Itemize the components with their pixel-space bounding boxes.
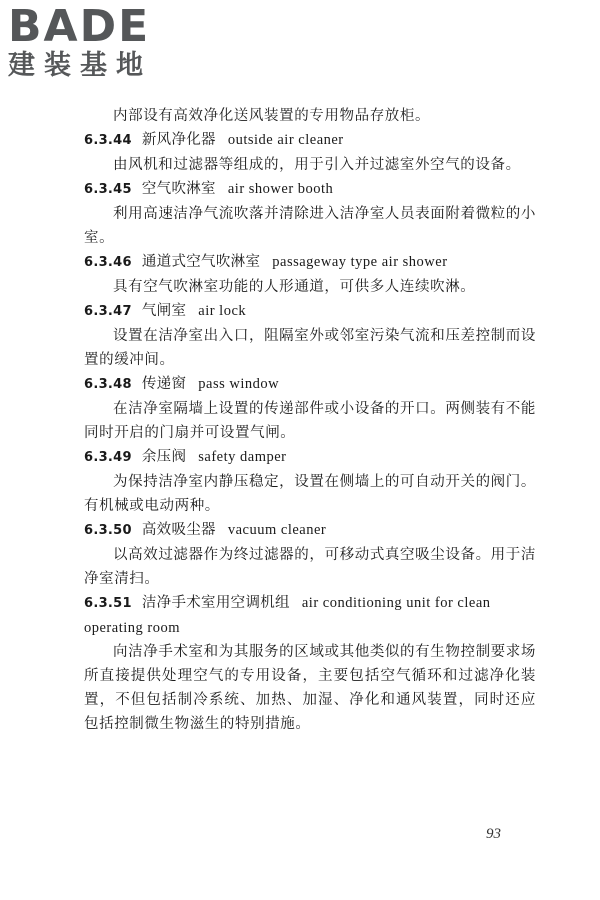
term-definition: 设置在洁净室出入口，阻隔室外或邻室污染气流和压差控制而设置的缓冲间。 — [84, 328, 536, 368]
term-number: 6.3.49 — [84, 450, 132, 465]
term-chinese: 传递窗 — [141, 376, 187, 392]
term-definition: 向洁净手术室和为其服务的区域或其他类似的有生物控制要求场所直接提供处理空气的专用设备，主要包括空气循环和过滤净化装置，不但包括制冷系统、加热、加湿、净化和通风装置，同时还应包括控制微生物滋生的特别措施。 — [84, 644, 536, 732]
term-number: 6.3.44 — [84, 133, 132, 148]
term-english: safety damper — [198, 449, 287, 465]
term-number: 6.3.48 — [84, 377, 132, 392]
term-definition: 在洁净室隔墙上设置的传递部件或小设备的开口。两侧装有不能同时开启的门扇并可设置气闸。 — [84, 401, 536, 441]
term-definition: 以高效过滤器作为终过滤器的，可移动式真空吸尘设备。用于洁净室清扫。 — [84, 547, 536, 587]
term-definition: 为保持洁净室内静压稳定，设置在侧墙上的可自动开关的阀门。有机械或电动两种。 — [84, 474, 536, 514]
term-definition: 由风机和过滤器等组成的，用于引入并过滤室外空气的设备。 — [113, 157, 521, 173]
term-number: 6.3.51 — [84, 596, 132, 611]
term-english: pass window — [198, 376, 280, 392]
term-heading-6-3-47 — [84, 299, 536, 324]
term-english: air conditioning unit for clean operating room — [84, 595, 491, 636]
term-heading-6-3-49 — [84, 445, 536, 470]
term-number: 6.3.46 — [84, 255, 132, 270]
term-english: passageway type air shower — [272, 254, 448, 270]
term-chinese: 空气吹淋室 — [141, 181, 216, 197]
term-heading-6-3-45 — [84, 177, 536, 202]
bade-logo — [8, 1, 178, 86]
term-english: air lock — [198, 303, 247, 319]
term-heading-6-3-51 — [84, 591, 536, 640]
term-definition: 利用高速洁净气流吹落并清除进入洁净室人员表面附着微粒的小室。 — [84, 206, 536, 246]
term-chinese: 洁净手术室用空调机组 — [141, 595, 290, 611]
term-heading-6-3-50 — [84, 518, 536, 543]
term-heading-6-3-44 — [84, 128, 536, 153]
page-number: 93 — [486, 826, 501, 842]
term-heading-6-3-48 — [84, 372, 536, 397]
logo-text: BADE — [8, 1, 151, 52]
term-definition: 具有空气吹淋室功能的人形通道，可供多人连续吹淋。 — [113, 279, 476, 295]
term-chinese: 通道式空气吹淋室 — [141, 254, 261, 270]
term-chinese: 新风净化器 — [141, 132, 216, 148]
term-chinese: 余压阀 — [141, 449, 187, 465]
intro-definition: 内部设有高效净化送风装置的专用物品存放柜。 — [113, 108, 431, 124]
logo-subtitle: 建装基地 — [8, 50, 152, 81]
term-number: 6.3.45 — [84, 182, 132, 197]
term-english: air shower booth — [227, 181, 334, 197]
term-english: outside air cleaner — [227, 132, 344, 148]
document-body — [84, 104, 536, 736]
term-chinese: 高效吸尘器 — [141, 522, 216, 538]
term-number: 6.3.47 — [84, 304, 132, 319]
term-heading-6-3-46 — [84, 250, 536, 275]
term-english: vacuum cleaner — [227, 522, 327, 538]
term-chinese: 气闸室 — [141, 303, 187, 319]
term-number: 6.3.50 — [84, 523, 132, 538]
